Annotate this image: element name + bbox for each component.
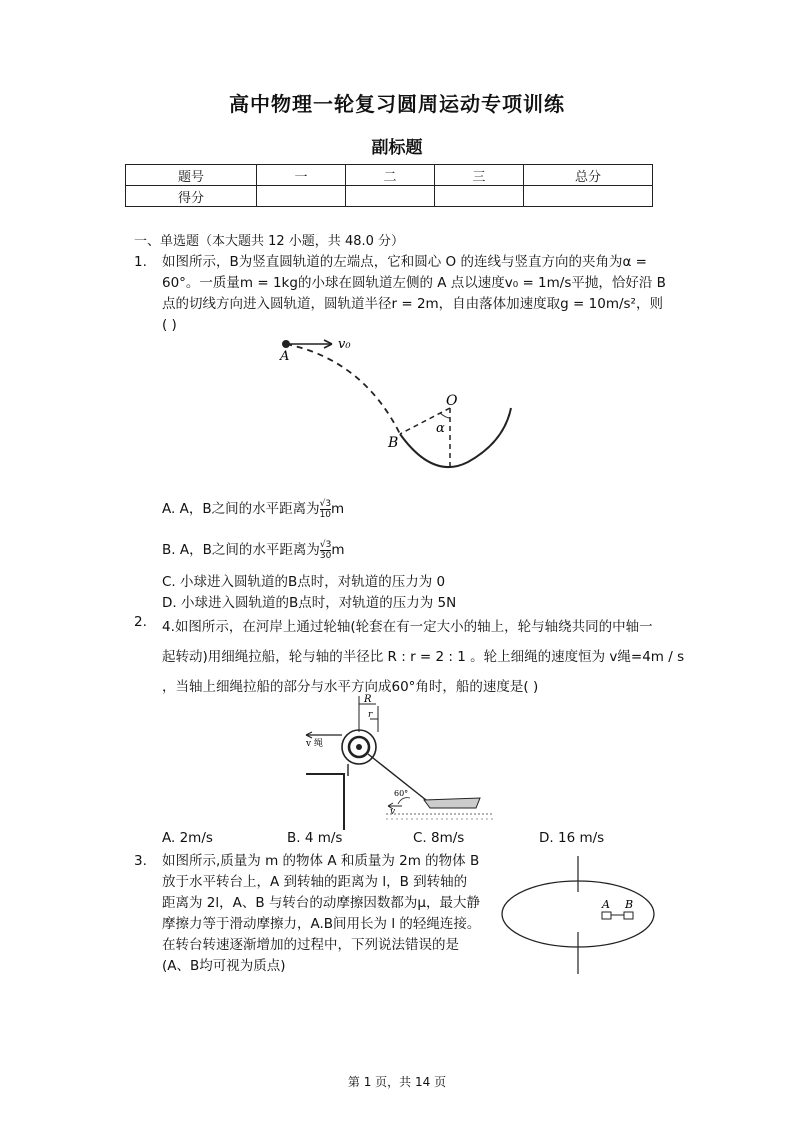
block-b bbox=[624, 912, 633, 919]
option-unit: m bbox=[331, 542, 345, 558]
question-line: 点的切线方向进入圆轨道，圆轨道半径r = 2m，自由落体加速度取g = 10m/s²，则 bbox=[162, 296, 663, 312]
question-line: 摩擦力等于滑动摩擦力，A.B间用长为 l 的轻绳连接。 bbox=[162, 916, 481, 932]
score-table-row bbox=[126, 186, 653, 207]
block-a bbox=[602, 912, 611, 919]
option-b-text: B. A，B之间的水平距离为 bbox=[162, 542, 320, 558]
angle-arc bbox=[440, 413, 450, 418]
question-line: 起转动)用细绳拉船，轮与轴的半径比 R : r = 2 : 1 。轮上细绳的速度恒为 v绳=4m / s bbox=[162, 649, 685, 665]
track-arc bbox=[400, 408, 511, 467]
fraction bbox=[320, 540, 331, 561]
score-cell bbox=[524, 186, 653, 207]
question-line: 如图所示，B为竖直圆轨道的左端点，它和圆心 O 的连线与竖直方向的夹角为α = bbox=[162, 254, 647, 270]
fraction bbox=[320, 499, 331, 520]
wheel-axle-figure bbox=[298, 692, 498, 832]
option-c: C. 小球进入圆轨道的B点时，对轨道的压力为 0 bbox=[162, 574, 446, 590]
option-d: D. 16 m/s bbox=[539, 830, 605, 846]
fraction-numerator: √3 bbox=[319, 539, 332, 550]
question-line: 60°。一质量m = 1kg的小球在圆轨道左侧的 A 点以速度v₀ = 1m/s平抛，恰好沿 B bbox=[162, 275, 666, 291]
question-line: (A、B均可视为质点) bbox=[162, 958, 286, 974]
question-line: ( ) bbox=[162, 317, 177, 333]
question-line: 放于水平转台上，A 到转轴的距离为 l，B 到转轴的 bbox=[162, 874, 468, 890]
question-number: 1. bbox=[134, 254, 147, 270]
score-header-cell: 一 bbox=[257, 165, 346, 186]
label-small-r: r bbox=[368, 710, 373, 720]
score-header-cell: 总分 bbox=[524, 165, 653, 186]
label-alpha: α bbox=[436, 421, 445, 436]
document-title: 高中物理一轮复习圆周运动专项训练 bbox=[229, 92, 565, 116]
label-o: O bbox=[446, 393, 458, 409]
option-c: C. 8m/s bbox=[413, 830, 465, 846]
question-number: 3. bbox=[134, 853, 147, 869]
option-a: A. 2m/s bbox=[162, 830, 213, 846]
question-3-text bbox=[162, 851, 480, 977]
question-line: 如图所示,质量为 m 的物体 A 和质量为 2m 的物体 B bbox=[162, 853, 480, 869]
label-v-rope: v 绳 bbox=[306, 739, 323, 749]
label-a: A bbox=[602, 898, 610, 911]
fraction-denominator: 30 bbox=[319, 550, 332, 561]
option-a-text: A. A，B之间的水平距离为 bbox=[162, 501, 320, 517]
score-header-cell: 题号 bbox=[126, 165, 257, 186]
label-b: B bbox=[388, 435, 399, 451]
question-1-text bbox=[162, 252, 666, 336]
option-b bbox=[162, 538, 344, 561]
score-cell bbox=[346, 186, 435, 207]
score-row-label: 得分 bbox=[126, 186, 257, 207]
option-a bbox=[162, 497, 344, 520]
page-footer: 第 1 页，共 14 页 bbox=[347, 1075, 447, 1089]
angle-arc bbox=[398, 798, 410, 804]
river-bank bbox=[306, 774, 344, 830]
question-line: 距离为 2l，A、B 与转台的动摩擦因数都为μ，最大静 bbox=[162, 895, 481, 911]
fraction-numerator: √3 bbox=[319, 498, 332, 509]
label-b: B bbox=[625, 898, 634, 911]
question-line: ，当轴上细绳拉船的部分与水平方向成60°角时，船的速度是( ) bbox=[162, 679, 539, 695]
score-table bbox=[125, 164, 653, 207]
label-a: A bbox=[280, 349, 290, 364]
score-header-cell: 三 bbox=[435, 165, 524, 186]
turntable-figure bbox=[498, 854, 668, 978]
label-angle: 60° bbox=[394, 789, 409, 798]
axle-center bbox=[356, 744, 362, 750]
section-heading: 一、单选题（本大题共 12 小题，共 48.0 分） bbox=[134, 234, 405, 249]
option-b: B. 4 m/s bbox=[287, 830, 343, 846]
score-cell bbox=[257, 186, 346, 207]
circular-track-figure bbox=[268, 330, 528, 480]
question-2-text bbox=[162, 612, 684, 702]
score-header-cell: 二 bbox=[346, 165, 435, 186]
question-line: 4.如图所示，在河岸上通过轮轴(轮套在有一定大小的轴上，轮与轴绕共同的中轴一 bbox=[162, 619, 653, 635]
document-subtitle: 副标题 bbox=[371, 138, 423, 158]
label-v0: v₀ bbox=[338, 337, 351, 352]
score-table-header-row bbox=[126, 165, 653, 186]
option-d: D. 小球进入圆轨道的B点时，对轨道的压力为 5N bbox=[162, 595, 457, 611]
option-unit: m bbox=[331, 501, 345, 517]
label-big-r: R bbox=[364, 694, 372, 705]
fraction-denominator: 10 bbox=[319, 509, 332, 520]
score-cell bbox=[435, 186, 524, 207]
question-line: 在转台转速逐渐增加的过程中，下列说法错误的是 bbox=[162, 937, 459, 953]
boat bbox=[424, 798, 480, 808]
question-number: 2. bbox=[134, 614, 147, 630]
projectile-path bbox=[286, 344, 400, 434]
label-v: v bbox=[390, 807, 396, 817]
